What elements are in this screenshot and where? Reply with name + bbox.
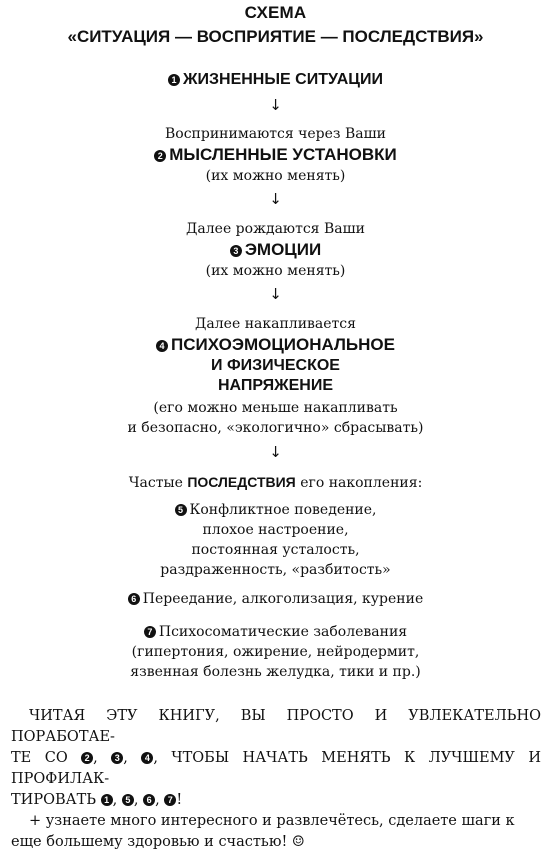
- consequence-7-line1: Психосоматические заболевания: [158, 624, 408, 640]
- number-badge-4: 4: [141, 752, 153, 764]
- closing-line-3-post: !: [176, 792, 183, 808]
- step-3-heading: ЭМОЦИИ: [244, 240, 322, 259]
- step-4-heading-line2: И ФИЗИЧЕСКОЕ: [211, 357, 340, 374]
- step-4-note-line2: и безопасно, «экологично» сбрасывать): [127, 420, 424, 436]
- number-badge-1: 1: [101, 794, 113, 806]
- closing-line-5: еще большему здоровью и счастью! ☺: [11, 834, 305, 850]
- consequences-intro-post: его накопления:: [300, 475, 423, 491]
- consequence-7-line2: (гипертония, ожирение, нейродермит,: [131, 644, 420, 660]
- step-4: [0, 334, 551, 355]
- consequence-5-line3: постоянная усталость,: [191, 542, 360, 558]
- number-badge-6: 6: [143, 794, 155, 806]
- consequence-7: [0, 622, 551, 642]
- step-4-heading-line3: НАПРЯЖЕНИЕ: [217, 377, 334, 394]
- scheme-title: СХЕМА: [244, 3, 307, 22]
- consequences-intro-pre: Частые: [128, 475, 183, 491]
- closing-line-2-pre: ТЕ СО: [11, 750, 68, 766]
- closing-line-1: ЧИТАЯ ЭТУ КНИГУ, ВЫ ПРОСТО И УВЛЕКАТЕЛЬНО ПОРАБОТАЕ-: [11, 708, 541, 745]
- consequence-5: [0, 500, 551, 520]
- closing-line-4: + узнаете много интересного и развлечётесь, сделаете шаги к: [29, 813, 515, 829]
- number-badge-3: 3: [230, 245, 242, 257]
- number-badge-2: 2: [154, 150, 166, 162]
- step-2: [0, 144, 551, 165]
- consequence-5-line1: Конфликтное поведение,: [189, 502, 377, 518]
- consequences-intro: [0, 472, 551, 493]
- number-badge-6: 6: [128, 593, 140, 605]
- closing-line-2: ТЕ СО 2 , 3 , 4 , ЧТОБЫ НАЧАТЬ МЕНЯТЬ К ЛУЧШЕМУ И ПРОФИЛАК-: [11, 750, 542, 787]
- step-2-intro: Воспринимаются через Ваши: [165, 126, 386, 142]
- closing-line-3: ТИРОВАТЬ 1 , 5 , 6 , 7 !: [11, 792, 183, 808]
- arrow-down-icon: ↓: [269, 443, 282, 461]
- number-badge-4: 4: [156, 340, 168, 352]
- arrow-down-icon: ↓: [269, 96, 282, 114]
- scheme-subtitle: «СИТУАЦИЯ — ВОСПРИЯТИЕ — ПОСЛЕДСТВИЯ»: [67, 27, 484, 46]
- step-4-note-line1: (его можно меньше накапливать: [153, 400, 398, 416]
- arrow-down-icon: ↓: [269, 285, 282, 303]
- step-2-note: (их можно менять): [205, 168, 346, 184]
- number-badge-2: 2: [81, 752, 93, 764]
- step-2-heading: МЫСЛЕННЫЕ УСТАНОВКИ: [169, 145, 397, 164]
- consequence-5-line2: плохое настроение,: [202, 522, 349, 538]
- step-4-intro: Далее накапливается: [195, 316, 356, 332]
- step-3-note: (их можно менять): [205, 263, 346, 279]
- arrow-down-icon: ↓: [269, 190, 282, 208]
- number-badge-5: 5: [175, 504, 187, 516]
- number-badge-7: 7: [144, 626, 156, 638]
- closing-line-2-post: ЧТОБЫ НАЧАТЬ МЕНЯТЬ К ЛУЧШЕМУ И ПРОФИЛАК-: [11, 750, 542, 787]
- consequence-5-line4: раздраженность, «разбитость»: [160, 562, 391, 578]
- consequences-intro-bold: ПОСЛЕДСТВИЯ: [187, 474, 296, 490]
- consequence-6: [0, 589, 551, 609]
- step-1-heading: ЖИЗНЕННЫЕ СИТУАЦИИ: [183, 71, 383, 88]
- number-badge-3: 3: [111, 752, 123, 764]
- step-3-intro: Далее рождаются Ваши: [186, 221, 365, 237]
- step-1: [0, 70, 551, 90]
- step-3: [0, 239, 551, 260]
- number-badge-1: 1: [168, 74, 180, 86]
- closing-paragraph: [11, 706, 541, 853]
- step-4-heading-line1: ПСИХОЭМОЦИОНАЛЬНОЕ: [171, 335, 395, 354]
- number-badge-5: 5: [122, 794, 134, 806]
- consequence-7-line3: язвенная болезнь желудка, тики и пр.): [130, 664, 421, 680]
- number-badge-7: 7: [164, 794, 176, 806]
- closing-line-3-pre: ТИРОВАТЬ: [11, 792, 97, 808]
- consequence-6-line1: Переедание, алкоголизация, курение: [142, 591, 424, 607]
